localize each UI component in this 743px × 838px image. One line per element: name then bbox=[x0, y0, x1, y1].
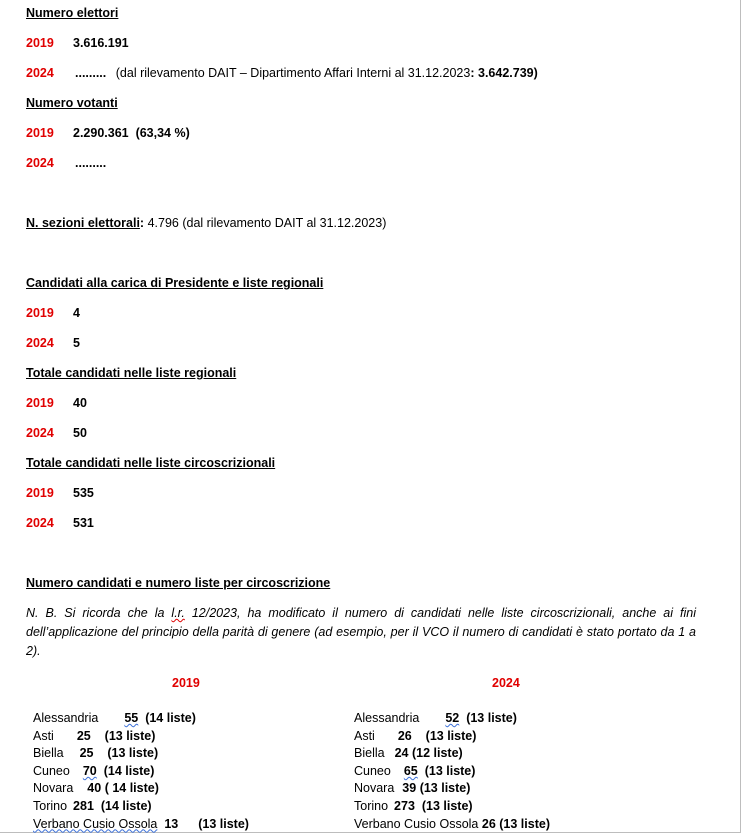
text: 13 bbox=[164, 816, 179, 831]
year-label: 2019 bbox=[26, 486, 54, 500]
value: ......... bbox=[75, 156, 107, 170]
text: Torino bbox=[33, 798, 68, 813]
list-item bbox=[354, 710, 550, 728]
value: ......... bbox=[75, 66, 107, 80]
text: 65 bbox=[403, 763, 418, 778]
list-item bbox=[354, 763, 550, 781]
value: 535 bbox=[73, 486, 94, 500]
note-part: N. B. Si ricorda che la bbox=[26, 606, 172, 620]
text: Asti bbox=[354, 728, 375, 743]
text: 39 bbox=[402, 781, 417, 796]
text: 25 bbox=[79, 746, 94, 761]
list-item bbox=[33, 816, 249, 834]
year-label: 2019 bbox=[26, 306, 54, 320]
note-text: (dal rilevamento DAIT – Dipartimento Affari Interni al 31.12.2023 bbox=[115, 66, 471, 80]
text: (13 liste) bbox=[419, 781, 471, 796]
text: Alessandria bbox=[33, 711, 99, 725]
presidente-2019-row bbox=[26, 306, 80, 320]
text: Verbano Cusio Ossola bbox=[33, 816, 158, 831]
text: Verbano Cusio Ossola bbox=[354, 816, 479, 831]
elettori-2024-row bbox=[26, 66, 538, 80]
colon: : bbox=[139, 216, 145, 230]
elettori-2019-row bbox=[26, 36, 129, 50]
list-item bbox=[354, 745, 550, 763]
text: 26 bbox=[481, 816, 496, 831]
column-year-2019: 2019 bbox=[172, 676, 200, 690]
text: 26 bbox=[397, 728, 412, 743]
year-label: 2019 bbox=[26, 396, 54, 410]
circoscrizioni-2024-list bbox=[354, 710, 550, 833]
text: Asti bbox=[33, 728, 54, 743]
text: (13 liste) bbox=[466, 711, 517, 725]
text: Novara bbox=[33, 781, 74, 796]
heading-liste-circoscrizionali: Totale candidati nelle liste circoscrizionali bbox=[26, 456, 276, 470]
list-item bbox=[354, 816, 550, 834]
text: (13 liste) bbox=[421, 798, 473, 813]
circoscrizioni-2019-list bbox=[33, 710, 249, 833]
note-lr: l.r. bbox=[171, 606, 185, 620]
votanti-2024-row bbox=[26, 156, 106, 170]
list-item bbox=[33, 780, 249, 798]
percent: (63,34 %) bbox=[135, 126, 190, 140]
year-label: 2024 bbox=[26, 426, 54, 440]
value: 3.616.191 bbox=[73, 36, 129, 50]
note-part: 12/2023, ha modificato il numero di candidati nelle liste circoscrizionali, anche ai fini dell’applicazione del principio della parità di genere (ad esempio, per il VCO il numero di candidati è stato portato da 1 a 2). bbox=[26, 606, 696, 658]
value: 2.290.361 bbox=[73, 126, 129, 140]
votanti-2019-row bbox=[26, 126, 190, 140]
list-item bbox=[33, 728, 249, 746]
note-value: 3.642.739) bbox=[478, 66, 538, 80]
value: 4 bbox=[73, 306, 80, 320]
text: (13 liste) bbox=[424, 763, 476, 778]
text: 281 bbox=[73, 798, 94, 813]
text: (14 liste) bbox=[100, 798, 152, 813]
circoscrizionali-2024-row bbox=[26, 516, 94, 530]
list-item bbox=[33, 763, 249, 781]
regionali-2024-row bbox=[26, 426, 87, 440]
text: (14 liste) bbox=[103, 763, 155, 778]
year-label: 2024 bbox=[26, 156, 54, 170]
text: (13 liste) bbox=[425, 728, 477, 743]
text: ( 14 liste) bbox=[104, 781, 159, 796]
text: Torino bbox=[354, 798, 389, 813]
text: (14 liste) bbox=[145, 711, 196, 725]
sezioni-value: 4.796 (dal rilevamento DAIT al 31.12.2023) bbox=[147, 216, 387, 230]
heading-liste-regionali: Totale candidati nelle liste regionali bbox=[26, 366, 237, 380]
list-item bbox=[354, 728, 550, 746]
text: Biella bbox=[354, 746, 385, 761]
value: 531 bbox=[73, 516, 94, 530]
sezioni-row bbox=[26, 216, 386, 230]
text: 40 bbox=[87, 781, 102, 796]
text: 55 bbox=[124, 711, 139, 725]
text: 273 bbox=[394, 798, 415, 813]
sezioni-label: N. sezioni elettorali bbox=[26, 216, 140, 230]
text: 52 bbox=[445, 711, 460, 725]
text: 70 bbox=[82, 763, 97, 778]
year-label: 2019 bbox=[26, 126, 54, 140]
text: Novara bbox=[354, 781, 395, 796]
value: 5 bbox=[73, 336, 80, 350]
year-label: 2024 bbox=[26, 66, 54, 80]
list-item bbox=[33, 710, 249, 728]
list-item bbox=[354, 780, 550, 798]
list-item bbox=[33, 798, 249, 816]
presidente-2024-row bbox=[26, 336, 80, 350]
text: 24 bbox=[394, 746, 409, 761]
text: Alessandria bbox=[354, 711, 420, 725]
regionali-2019-row bbox=[26, 396, 87, 410]
text: (13 liste) bbox=[198, 816, 249, 831]
list-item bbox=[354, 798, 550, 816]
note-colon: : bbox=[470, 66, 475, 80]
text: (13 liste) bbox=[104, 728, 156, 743]
value: 40 bbox=[73, 396, 87, 410]
text: Biella bbox=[33, 746, 64, 761]
text: Cuneo bbox=[33, 763, 70, 778]
text: (12 liste) bbox=[411, 746, 463, 761]
text: (13 liste) bbox=[107, 746, 159, 761]
text: 25 bbox=[76, 728, 91, 743]
heading-per-circoscrizione: Numero candidati e numero liste per circoscrizione bbox=[26, 576, 331, 590]
heading-numero-votanti: Numero votanti bbox=[26, 96, 118, 110]
heading-candidati-presidente: Candidati alla carica di Presidente e liste regionali bbox=[26, 276, 324, 290]
text: (13 liste) bbox=[499, 816, 550, 831]
column-year-2024: 2024 bbox=[492, 676, 520, 690]
list-item bbox=[33, 745, 249, 763]
text: Cuneo bbox=[354, 763, 391, 778]
year-label: 2019 bbox=[26, 36, 54, 50]
year-label: 2024 bbox=[26, 336, 54, 350]
circoscrizionali-2019-row bbox=[26, 486, 94, 500]
heading-numero-elettori: Numero elettori bbox=[26, 6, 119, 20]
year-label: 2024 bbox=[26, 516, 54, 530]
nota-bene bbox=[26, 604, 696, 661]
value: 50 bbox=[73, 426, 87, 440]
